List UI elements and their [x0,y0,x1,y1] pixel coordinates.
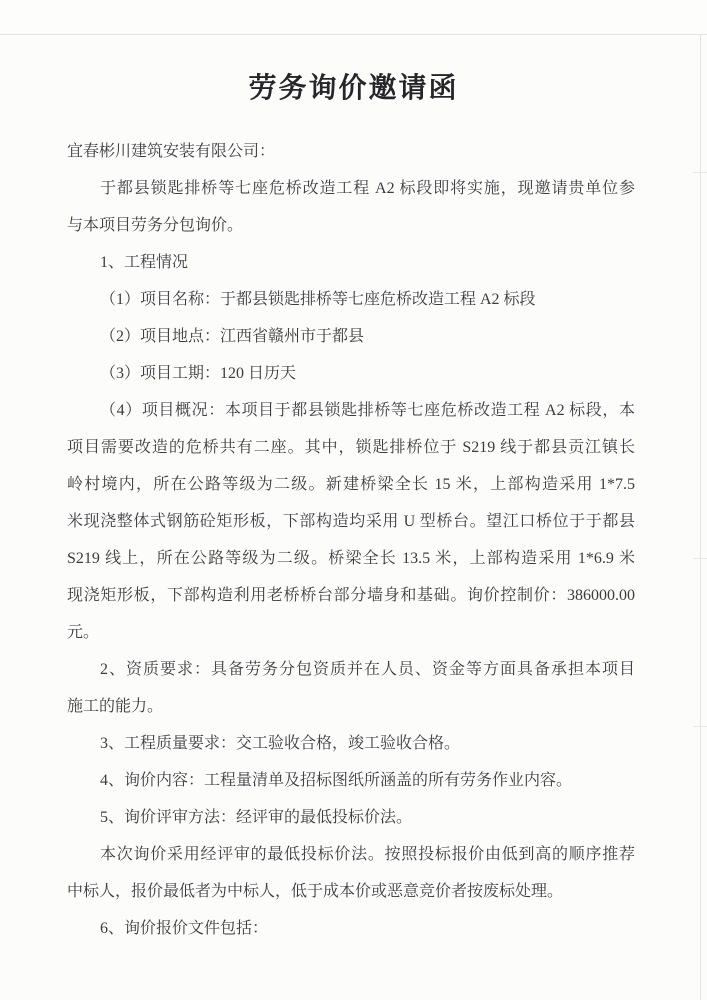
text-line: 1、工程情况 [100,254,189,271]
document-title: 劳务询价邀请函 [248,72,459,103]
text-line: 施工的能力。 [67,698,164,715]
text-line: 现浇矩形板，下部构造利用老桥桥台部分墙身和基础。询价控制价：386000.00 [67,587,635,604]
document-body [0,133,707,947]
text-line: 4、询价内容：工程量清单及招标图纸所涵盖的所有劳务作业内容。 [100,772,573,789]
text-line: 6、询价报价文件包括： [100,920,269,937]
text-line: 2、资质要求：具备劳务分包资质并在人员、资金等方面具备承担本项目 [100,661,635,678]
text-line: （2）项目地点：江西省赣州市于都县 [100,328,365,345]
text-line: 3、工程质量要求：交工验收合格，竣工验收合格。 [100,735,461,752]
text-line: 岭村境内，所在公路等级为二级。新建桥梁全长 15 米，上部构造采用 1*7.5 [67,476,635,493]
text-line: 中标人，报价最低者为中标人，低于成本价或恶意竞价者按废标处理。 [67,883,564,900]
text-line: 本次询价采用经评审的最低投标价法。按照投标报价由低到高的顺序推荐 [100,846,635,863]
scan-paper-edge-line [0,34,707,35]
text-line: S219 线上，所在公路等级为二级。桥梁全长 13.5 米，上部构造采用 1*6.9 米 [67,550,635,567]
text-line: 米现浇整体式钢筋砼矩形板，下部构造均采用 U 型桥台。望江口桥位于于都县 [67,513,635,530]
text-line: （1）项目名称：于都县锁匙排桥等七座危桥改造工程 A2 标段 [100,291,536,308]
text-line: 与本项目劳务分包询价。 [67,217,244,234]
text-line: 项目需要改造的危桥共有二座。其中，锁匙排桥位于 S219 线于都县贡江镇长 [67,439,635,456]
text-line: 宜春彬川建筑安装有限公司： [67,143,276,160]
text-line: 元。 [67,624,100,641]
text-line: 5、询价评审方法：经评审的最低投标价法。 [100,809,413,826]
text-line: 于都县锁匙排桥等七座危桥改造工程 A2 标段即将实施，现邀请贵单位参 [100,180,635,197]
text-line: （4）项目概况：本项目于都县锁匙排桥等七座危桥改造工程 A2 标段，本 [100,402,635,419]
text-line: （3）项目工期：120 日历天 [100,365,297,382]
scan-top-strip [0,0,707,34]
